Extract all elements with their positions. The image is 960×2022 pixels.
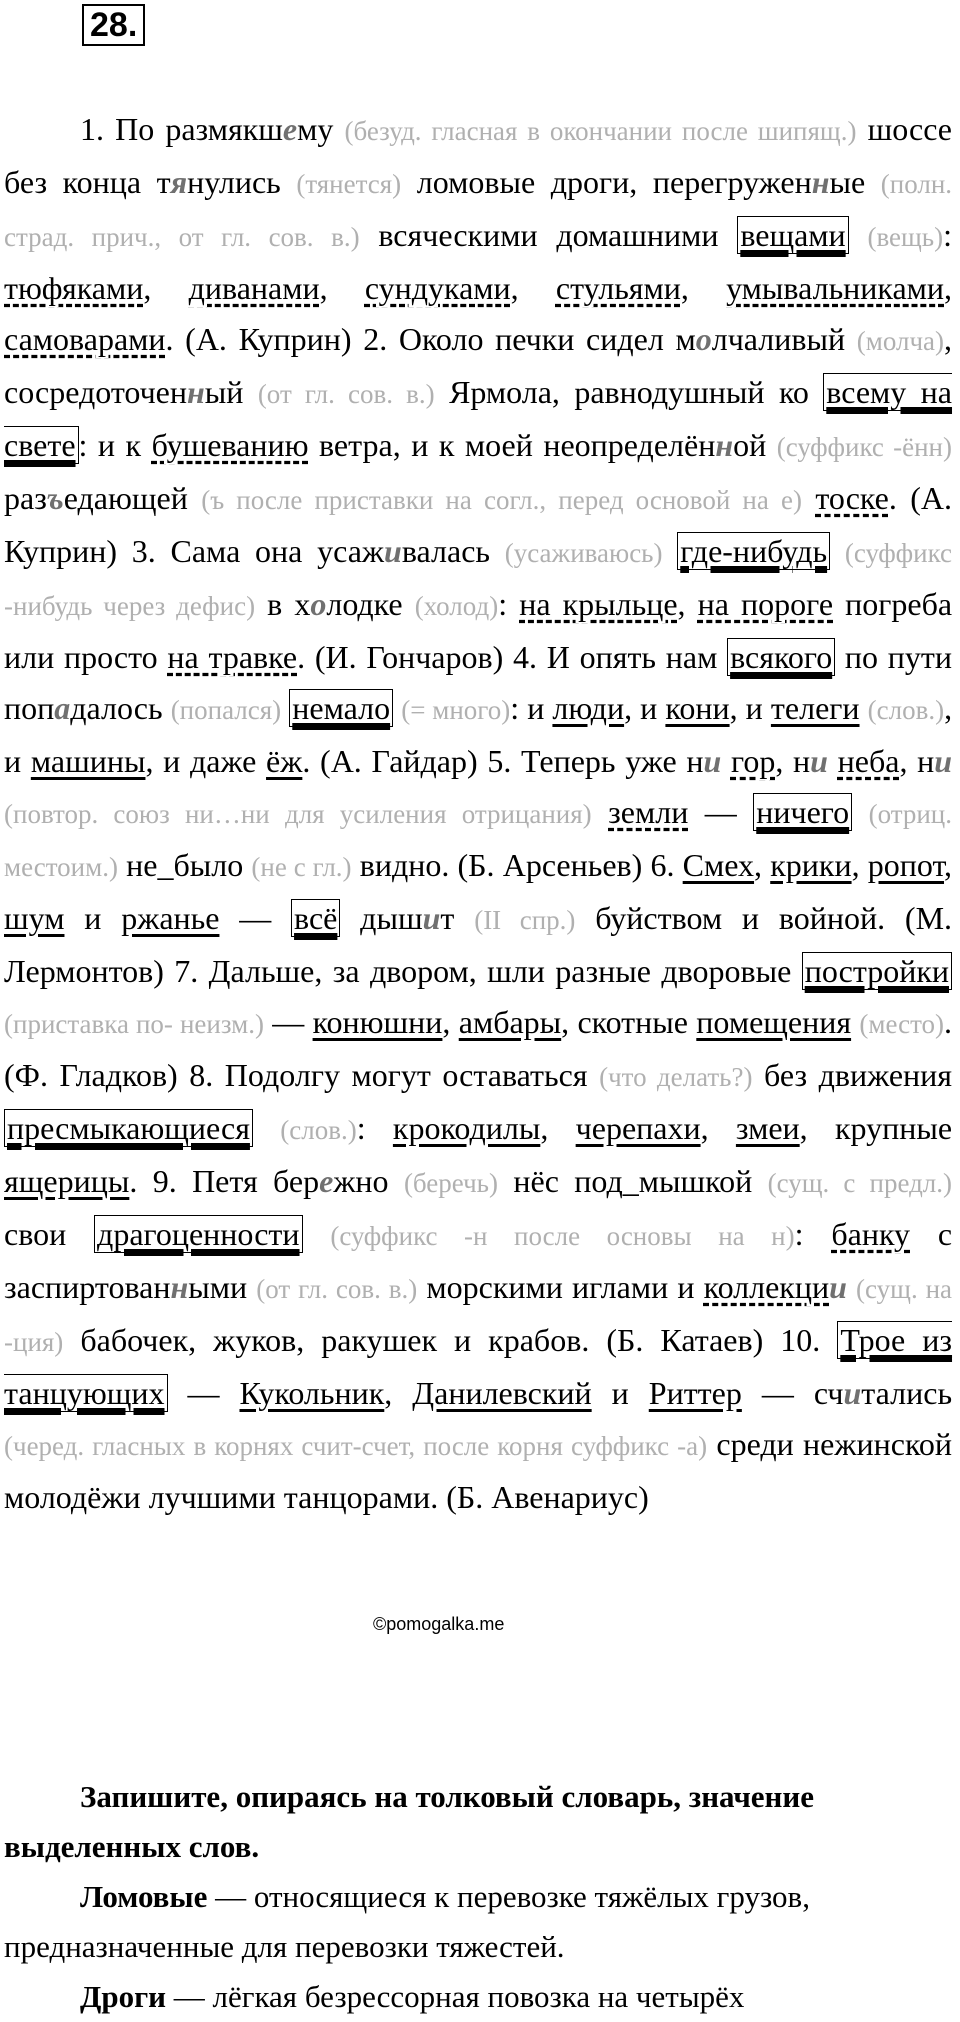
text-run (847, 1269, 856, 1305)
text-run: . (А. Гайдар) (302, 743, 478, 779)
spelling-comment: (слов.) (867, 695, 945, 725)
text-run: буйством и войной. (М. Лермонтов) (4, 900, 953, 989)
dashed-underlined-word: сундуками (364, 270, 511, 306)
highlighted-letter: н (187, 374, 205, 410)
text-run: , (510, 270, 556, 306)
text-run: , (143, 270, 189, 306)
text-run: 10. (763, 1322, 838, 1358)
text-run: . (Ф. Гладков) (4, 1004, 953, 1093)
text-run: жно (333, 1163, 404, 1199)
text-run (393, 690, 401, 726)
spelling-comment: (усаживаюсь) (504, 538, 663, 568)
boxed-subject: Трое из танцующих (4, 1322, 953, 1411)
boxed-subject: вещами (737, 216, 848, 254)
text-run: , (944, 847, 953, 883)
text-run (828, 743, 838, 779)
boxed-subject: всему на свете (4, 374, 953, 463)
text-run: — (263, 1004, 313, 1040)
text-run (849, 217, 868, 253)
text-run: погреба или просто (4, 586, 953, 675)
spelling-comment: (черед. гласных в корнях счит-счет, после корня суффикс -а) (4, 1431, 708, 1461)
text-run: нёс под_мышкой (498, 1163, 768, 1199)
text-run: и (64, 900, 122, 936)
text-run: : и (510, 690, 553, 726)
text-run: без движения (752, 1057, 953, 1093)
definition-term: Дроги (80, 1979, 167, 2014)
text-run: 9. Петя бер (137, 1163, 320, 1199)
spelling-comment: (суффикс -н после основы на н) (330, 1221, 795, 1251)
spelling-comment: (беречь) (403, 1168, 498, 1198)
text-run: тались (861, 1375, 953, 1411)
text-run: 6. (642, 847, 683, 883)
text-run: , (319, 270, 365, 306)
highlighted-letter: а (54, 690, 71, 726)
dashed-underlined-word: тюфяками (4, 270, 144, 306)
spelling-comment: (от гл. сов. в.) (257, 379, 435, 409)
exercise-text (4, 104, 952, 1523)
text-run: раз (4, 480, 47, 516)
text-run: , (677, 586, 698, 622)
text-run: свои (4, 1216, 95, 1252)
text-run: , (754, 847, 771, 883)
text-run (592, 794, 608, 830)
text-run: , скотные (561, 1004, 697, 1040)
text-run: далось (70, 690, 171, 726)
dashed-underlined-word: самоварами (4, 321, 166, 357)
spelling-comment: (слов.) (280, 1115, 357, 1145)
text-run: . (129, 1163, 138, 1199)
exercise-number: 28. (82, 4, 145, 46)
underlined-word: ропот (867, 847, 945, 883)
underlined-word: крокодилы (392, 1110, 541, 1146)
definition-text: — относящиеся к перевозке тяжёлых грузов, предназначенные для перевозки тяжестей. (4, 1879, 810, 1964)
highlighted-letter: и (810, 743, 828, 779)
boxed-subject: всякого (727, 638, 835, 676)
boxed-subject: немало (289, 689, 393, 727)
spelling-comment: (II спр.) (474, 905, 576, 935)
dashed-underlined-word: неба (837, 743, 900, 779)
dashed-underlined-word: на травке (167, 639, 298, 675)
text-run: . (А. Куприн) (165, 321, 352, 357)
text-run: с заспиртован (4, 1216, 953, 1305)
dashed-underlined-word: умывальниками (726, 270, 945, 306)
spelling-comment: (повтор. союз ни…ни для усиления отрицания) (4, 799, 592, 829)
highlighted-letter: ъ (46, 480, 64, 516)
spelling-comment: (суффикс -ённ) (776, 432, 952, 462)
spelling-comment: (сущ. с предл.) (767, 1168, 953, 1198)
text-run: 2. Около печки сидел м (351, 321, 696, 357)
definition-text: — лёгкая безрессорная повозка на четырёх (166, 1979, 745, 2014)
highlighted-letter: о (695, 321, 712, 357)
spelling-comment: (что делать?) (599, 1062, 753, 1092)
boxed-subject: постройки (802, 952, 952, 990)
highlighted-letter: н (811, 164, 830, 200)
spelling-comment: (= много) (401, 695, 511, 725)
highlighted-letter: и (934, 743, 953, 779)
text-run: , н (775, 743, 811, 779)
text-run (860, 690, 868, 726)
highlighted-letter: я (170, 164, 188, 200)
dashed-underlined-word: тоске (815, 480, 889, 516)
text-run: дыш (340, 900, 423, 936)
text-run (662, 533, 677, 569)
text-run: — сч (741, 1375, 844, 1411)
highlighted-letter: и (829, 1269, 847, 1305)
text-run: ой (733, 427, 777, 463)
text-run: не_было (117, 847, 252, 883)
text-run: 8. Подолгу могут оставаться (177, 1057, 600, 1093)
underlined-word: черепахи (575, 1110, 701, 1146)
text-run: 1. По размякш (80, 111, 283, 147)
text-run: валась (401, 533, 505, 569)
text-run: : (794, 1216, 832, 1252)
spelling-comment: (вещь) (867, 222, 944, 252)
text-run: . (И. Гончаров) (297, 639, 504, 675)
spelling-comment: (суффикс -нибудь через дефис) (4, 538, 953, 621)
dashed-underlined-word: коллекци (703, 1269, 830, 1305)
underlined-word: ящерицы (4, 1163, 130, 1199)
spelling-comment: (ъ после приставки на согл., перед основой на е) (201, 485, 802, 515)
text-run: : (498, 586, 520, 622)
text-run: , (944, 270, 953, 306)
text-run: , (851, 847, 868, 883)
definition-1 (4, 1872, 952, 1972)
underlined-word: Риттер (648, 1375, 742, 1411)
text-run: 5. Теперь уже н (477, 743, 704, 779)
text-run: , сосредоточен (4, 321, 953, 410)
highlighted-letter: и (703, 743, 722, 779)
text-run: , и (729, 690, 771, 726)
underlined-word: ёж (266, 743, 303, 779)
highlighted-letter: и (843, 1375, 862, 1411)
spelling-comment: (место) (859, 1009, 945, 1039)
text-run: шоссе без конца т (4, 111, 953, 200)
text-run: морскими иглами и (417, 1269, 704, 1305)
text-run (253, 1110, 280, 1146)
text-run: му (297, 111, 345, 147)
text-run: , и (4, 690, 953, 779)
text-run: 3. Сама она усаж (116, 533, 385, 569)
text-run: , (540, 1110, 576, 1146)
text-run: ветра, и к моей неопределён (308, 427, 716, 463)
text-run: , (384, 1375, 413, 1411)
dashed-underlined-word: банку (831, 1216, 911, 1252)
text-run (830, 533, 845, 569)
underlined-word: ржанье (121, 900, 220, 936)
highlighted-letter: и (422, 900, 441, 936)
dashed-underlined-word: на крыльце (519, 586, 678, 622)
text-run: лодке (326, 586, 415, 622)
underlined-word: амбары (458, 1004, 562, 1040)
text-run: ый (204, 374, 258, 410)
underlined-word: Смех (682, 847, 755, 883)
text-run: ые (829, 164, 881, 200)
highlighted-letter: е (319, 1163, 334, 1199)
boxed-subject: пресмыкающиеся (4, 1109, 253, 1147)
spelling-comment: (полн. страд. прич., от гл. сов. в.) (4, 169, 953, 252)
highlighted-letter: е (282, 111, 298, 147)
text-run (303, 1216, 331, 1252)
spelling-comment: (безуд. гласная в окончании после шипящ.) (344, 116, 857, 146)
underlined-word: люди (552, 690, 625, 726)
underlined-word: шум (4, 900, 65, 936)
text-run: — (219, 900, 292, 936)
spelling-comment: (попался) (170, 695, 282, 725)
spelling-comment: (сущ. на -ция) (4, 1274, 953, 1357)
underlined-word: кони (665, 690, 730, 726)
text-run: т (440, 900, 475, 936)
text-run: , крупные (799, 1110, 953, 1146)
text-run: , н (899, 743, 935, 779)
definition-2 (4, 1972, 952, 2022)
underlined-word: змеи (735, 1110, 800, 1146)
highlighted-letter: н (715, 427, 734, 463)
text-run: среди нежинской молодёжи лучшими танцорами. (Б. Авенариус) (4, 1426, 952, 1515)
text-run: лчаливый (711, 321, 857, 357)
spelling-comment: (холод) (414, 591, 499, 621)
text-run: 4. И опять нам (503, 639, 728, 675)
spelling-comment: (приставка по- неизм.) (4, 1009, 264, 1039)
dashed-underlined-word: диванами (188, 270, 320, 306)
text-run (852, 794, 868, 830)
text-run: — (688, 794, 754, 830)
text-run: : и к (78, 427, 152, 463)
text-run: , и даже (145, 743, 267, 779)
spelling-comment: (отриц. местоим.) (4, 799, 953, 882)
text-run: — (167, 1375, 240, 1411)
text-run (802, 480, 815, 516)
text-run: нулись (187, 164, 297, 200)
watermark: ©pomogalka.me (373, 1614, 505, 1634)
underlined-word: Кукольник (239, 1375, 385, 1411)
text-run: ломовые дроги, перегружен (401, 164, 812, 200)
spelling-comment: (не с гл.) (251, 852, 352, 882)
boxed-subject: драгоценности (94, 1215, 303, 1253)
text-run: едающей (63, 480, 202, 516)
underlined-word: Данилевский (412, 1375, 592, 1411)
boxed-subject: всё (291, 899, 340, 937)
highlighted-letter: н (170, 1269, 189, 1305)
text-run: , (700, 1110, 736, 1146)
text-run: : (356, 1110, 393, 1146)
boxed-subject: где-нибудь (677, 532, 830, 570)
definition-term: Ломовые (80, 1879, 208, 1914)
text-run (721, 743, 731, 779)
dashed-underlined-word: земли (608, 794, 689, 830)
dashed-underlined-word: гор (730, 743, 776, 779)
underlined-word: помещения (696, 1004, 852, 1040)
underlined-word: крики (770, 847, 852, 883)
spelling-comment: (от гл. сов. в.) (256, 1274, 418, 1304)
text-run: , (442, 1004, 459, 1040)
dashed-underlined-word: на пороге (697, 586, 834, 622)
spelling-comment: (тянется) (296, 169, 402, 199)
highlighted-letter: о (310, 586, 327, 622)
text-run: по пути поп (4, 639, 953, 726)
task-instruction: Запишите, опираясь на толковый словарь, значение выделенных слов. (4, 1779, 815, 1864)
underlined-word: машины (30, 743, 146, 779)
text-run: : (943, 217, 953, 253)
dashed-underlined-word: бушеванию (151, 427, 309, 463)
text-run: , и (624, 690, 666, 726)
text-run: Ярмола, равнодушный ко (434, 374, 824, 410)
text-run: в х (255, 586, 311, 622)
highlighted-letter: и (384, 533, 402, 569)
spelling-comment: (молча) (856, 326, 945, 356)
underlined-word: телеги (770, 690, 860, 726)
dashed-underlined-word: стульями (555, 270, 681, 306)
text-run: , (680, 270, 727, 306)
text-run: видно. (Б. Арсеньев) (351, 847, 643, 883)
underlined-word: конюшни (312, 1004, 443, 1040)
text-run: 7. Дальше, за двором, шли разные дворовые (163, 953, 802, 989)
text-run: . (А. Куприн) (4, 480, 952, 569)
boxed-subject: ничего (753, 793, 852, 831)
text-run: всяческими домашними (359, 217, 738, 253)
text-run: ыми (188, 1269, 257, 1305)
text-run: и (591, 1375, 649, 1411)
text-run: бабочек, жуков, ракушек и крабов. (Б. Катаев) (63, 1322, 764, 1358)
